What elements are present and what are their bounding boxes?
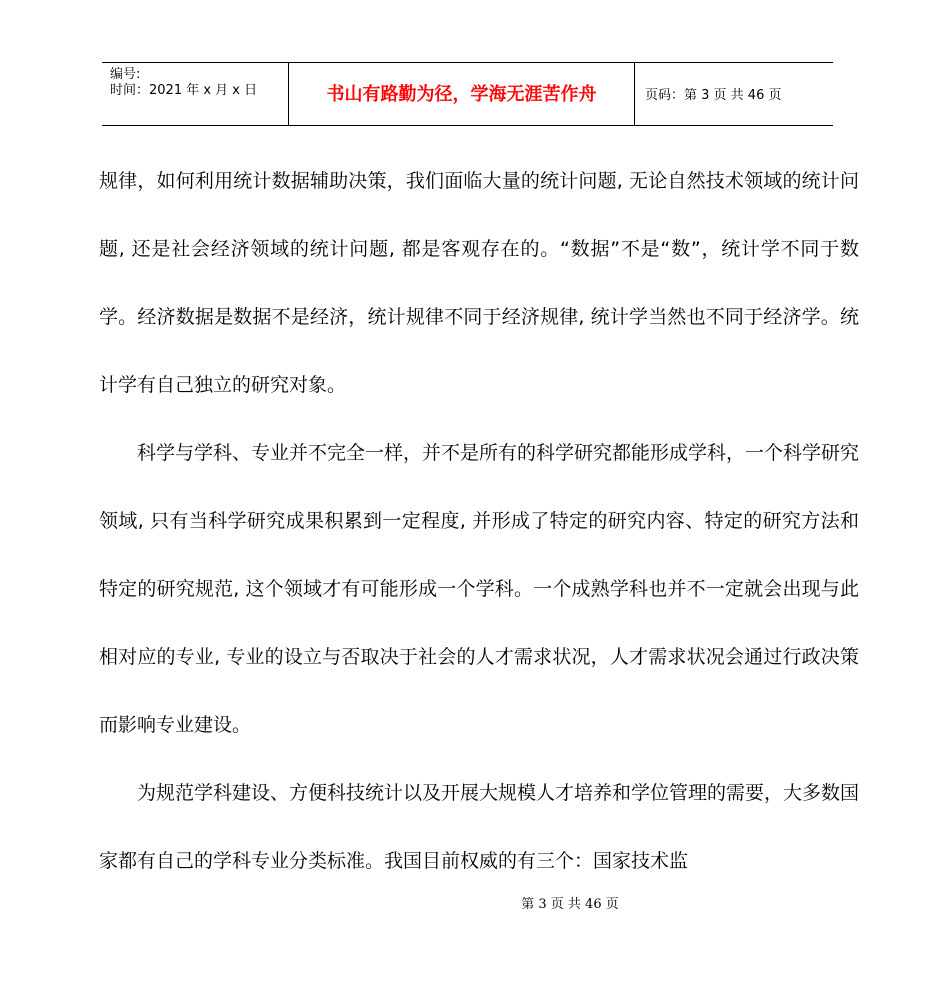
header-page-cell: [635, 63, 833, 125]
document-body: [99, 147, 859, 895]
header-motto: 书山有路勤为径，学海无涯苦作舟: [326, 84, 597, 105]
paragraph-3: 为规范学科建设、方便科技统计以及开展大规模人才培养和学位管理的需要，大多数国家都有自己的学科专业分类标准。我国目前权威的有三个：国家技术监: [99, 782, 860, 872]
header-page-code: 页码：第 3 页 共 46 页: [645, 88, 782, 103]
page-header: [102, 62, 833, 126]
document-number: 编号:: [110, 67, 141, 82]
paragraph-1: 规律，如何利用统计数据辅助决策，我们面临大量的统计问题, 无论自然技术领域的统计问题, 还是社会经济领域的统计问题, 都是客观存在的。“数据”不是“数”，统计学不同于数学。经济数据是数据不是经济，统计规律不同于经济规律, 统计学当然也不同于经济学。统计学有自己独立的研究对象。: [99, 170, 859, 396]
document-time: 时间：2021 年 x 月 x 日: [110, 83, 258, 98]
header-motto-cell: [289, 63, 635, 125]
page-footer: [0, 896, 950, 914]
footer-page-number: 第 3 页 共 46 页: [521, 897, 619, 912]
paragraph-2: 科学与学科、专业并不完全一样，并不是所有的科学研究都能形成学科，一个科学研究领域, 只有当科学研究成果积累到一定程度, 并形成了特定的研究内容、特定的研究方法和特定的研究规范, 这个领域才有可能形成一个学科。一个成熟学科也并不一定就会出现与此相对应的专业, 专业的设立与否取决于社会的人才需求状况，人才需求状况会通过行政决策而影响专业建设。: [99, 442, 860, 736]
header-info-cell: [102, 63, 289, 125]
